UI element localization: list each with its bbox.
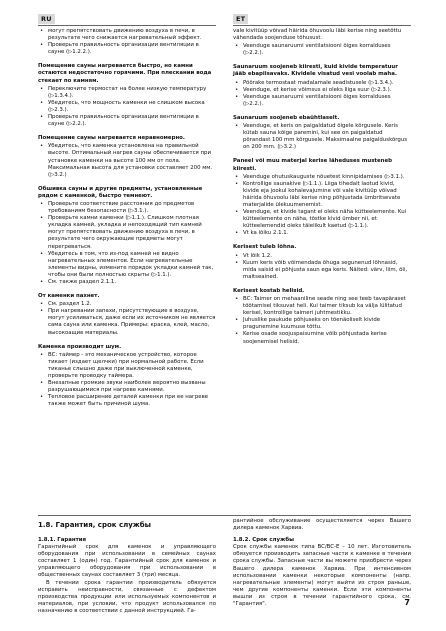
solution-item: • При нагревании запахи, присутствующие в воздухе, могут усиливаться, даже если их источником не является сама сауна или каменка. Примеры: краска, клей, масло, высокоащие материалы. — [38, 308, 216, 336]
block-continuation-text: vale kivitüüp võivad häirida õhuvoolu läbi kerise ning seetõttu vähendada soojenduse tõhusust. — [233, 28, 402, 42]
solution-item: • См. раздел 1.2. — [38, 301, 216, 308]
solution-item: • Проверьте правильность организации вентиляции в сауне (▷1.2.2.). — [38, 42, 216, 56]
problem-heading: Обшивка сауны и другие предметы, установленные рядом с каменкой, быстро темнеют. — [38, 185, 203, 199]
solution-item: • Проверьте камни каменки (▷1.1.). Слишком плотная укладка камней, укладка и непоходящий тип камней могут препятствовать движению воздуха в печи, в результате чего окружающие предметы могут перегреваться. — [38, 215, 216, 250]
troubleshooting-block — [38, 293, 216, 337]
troubleshooting-block — [233, 244, 411, 280]
warranty-continuation: рантийное обслуживание осуществляется через Вашего дилера каменок Харвиа. — [233, 518, 411, 532]
solution-item: • Vt ka lõiku 2.1.1. — [233, 230, 411, 237]
solution-list — [38, 143, 216, 178]
solution-item: • Тепловое расширение деталей каменки при ее нагреве также может быть причиной шума. — [38, 394, 216, 408]
solution-list — [233, 80, 411, 108]
problem-heading: Каменка производит шум. — [38, 343, 122, 350]
solution-item: • Veenduge, et kivide tagant ei oleks näha kütteelemente. Kui kütteelemente on näha, tõstke kivid ümber nii, et kütteelemendid oleks täielikult kaetud (▷1.1.). — [233, 209, 411, 230]
solution-item: • Veenduge saunaruumi ventilatsiooni õiges korralduses (▷2.2.). — [233, 94, 411, 108]
service-life-subtitle: 1.8.2. Срок службы — [233, 537, 294, 544]
solution-item: • Внезапные громкие звуки наиболее вероятно вызваны разрушающимися при нагреве камнями. — [38, 380, 216, 394]
solution-item: • Проверьте правильность организации вентиляции в сауне (▷2.2.). — [38, 114, 216, 128]
solution-item: • Veenduge saunaruumi ventilatsiooni õiges korralduses (▷2.2.). — [233, 43, 411, 57]
warranty-column-right — [233, 518, 411, 608]
troubleshooting-block — [233, 288, 411, 346]
service-life-paragraph: Срок службы каменок типа BC/BC-E – 10 лет. Изготовитель обязуется производить запасные части к каменке в течении срока службы. Запасные части вы можете приобрести через Вашего дилера каменок Харвиа. При интенсивном использовании каменки некоторые компоненты (напр. нагревательные элементы) могут выйти из строя раньше, чем другие компоненты каменки. Если эти компоненты вышли из строя в течении гарантийного срока, см. "Гарантия". — [233, 544, 411, 608]
solution-item: • Убедитесь, что каменка установлена на правильной высоте. Оптимальный нагрев сауны обеспечивается при установке каменки на высоте 100 мм от пола. Максимальная высота для установки составляет 200 мм. (▷3.2.) — [38, 143, 216, 178]
warranty-column-left — [38, 537, 216, 615]
problem-heading: От каменки пахнет. — [38, 293, 100, 300]
solution-item: • BC: Taimer on mehaaniline seade ning see teeb tavapäraset töötamisel tiksuvat heli. Kui taimer tiksub ka välja lülitatud kerisel, kontrollige taimeri juhtmestikku. — [233, 296, 411, 317]
solution-list — [233, 43, 411, 57]
troubleshooting-block — [38, 63, 216, 128]
section-divider — [38, 515, 411, 516]
solution-item: • Veenduge, et keris on paigaldatud õigele kõrgusele. Keris kütab sauna kõige paremini, kui see on paigaldatud põrandast 100 mm kõrgusele. Maksimaalne paigalduskõrgus on 200 mm. (▷3.2.) — [233, 123, 411, 151]
warranty-paragraph: Гарантийный срок для каменок и управляющего оборудования при использовании в семейных саунах составляет 1 (один) год. Гарантийный срок для каменок и управляющего оборудования при использовании в общественных саунах составляет 3 (три) месяца. — [38, 544, 216, 579]
solution-item: • Убедитесь, что мощность каменки не слишком высока (▷2.3.). — [38, 100, 216, 114]
problem-heading: Помещение сауны нагревается неравномерно. — [38, 135, 185, 142]
problem-heading: Помещение сауны нагревается быстро, но камни остаются недостаточно горячими. При плескании вода стекает по камням. — [38, 63, 212, 84]
solution-item: • Pöörake termostaat madalamale seadistusele (▷1.3.4.). — [233, 80, 411, 87]
solution-list — [233, 296, 411, 346]
solution-item: • BC: таймер - это механическое устройство, которое тикает (издает щелчки) при нормальной работе. Если тиканье слышно даже при выключенной каменке, проверьте проводку таймера. — [38, 352, 216, 380]
page-number: 7 — [404, 598, 410, 607]
solution-item: • Kerise osade soojuspaisumine võib põhjustada kerise soojenemisel helisid. — [233, 331, 411, 345]
troubleshooting-block — [233, 115, 411, 151]
solution-item: • Проверьте соответствие расстояния до предметов требованиям безопасности (▷3.1.). — [38, 201, 216, 215]
solution-item: • Veenduge, et kerise võimsus ei oleks liiga suur (▷2.3.). — [233, 87, 411, 94]
problem-heading: Kerisest tuleb lõhna. — [233, 244, 297, 251]
problem-heading: Saunaruum soojeneb kiiresti, kuid kivide temperatuur jääb ebapiisavaks. Kividele visatud vesi voolab maha. — [233, 64, 398, 78]
solution-list — [38, 201, 216, 286]
solution-item: • Kuum keris võib võimendada õhuga segunenud lõhnasid, mida saisid ei põhjusta saun ega keris. Näited: värv, liim, õli, maitseained. — [233, 260, 411, 281]
troubleshooting-block — [233, 28, 411, 57]
warranty-subtitle: 1.8.1. Гарантия — [38, 537, 86, 543]
warranty-paragraph: В течении срока гарантии производитель обязуется исправить неисправности, связанные с дефектом производства продукции или используемых компонентов и материалов, при условии, что продукт использовался по назначению в соответствии с данной инструкцией. Га- — [38, 579, 216, 614]
troubleshooting-block — [233, 64, 411, 108]
solution-item: • См. также раздел 2.1.1. — [38, 279, 216, 286]
problem-heading: Saunaruum soojeneb ebaühtlaselt. — [233, 114, 340, 121]
solution-list — [233, 174, 411, 238]
solution-list — [38, 352, 216, 409]
problem-heading: Kerisest kostab helisid. — [233, 287, 305, 294]
solution-list — [38, 28, 216, 56]
solution-item: • Juhuslike paukude põhjuseks on tõenäoliselt kivide pragunemine kuumuse tõttu. — [233, 317, 411, 331]
language-tab-ru: RU — [38, 14, 55, 24]
solution-list — [233, 253, 411, 281]
problem-heading: Paneel või muu materjal kerise läheduses musteneb kiiresti. — [233, 158, 393, 172]
solution-list — [38, 86, 216, 129]
troubleshooting-block — [38, 28, 216, 56]
solution-list — [38, 301, 216, 336]
troubleshooting-block — [38, 135, 216, 179]
solution-item: • Kontrollige saunakive (▷1.1.). Liiga tihedalt laotud kivid, kivide eja jookul kohalevajumine või vale kivitüüp võivad häirida õhuvoolu läbi kerise ning põhjustada ümbritsevate materjalide ülekuumenemist. — [233, 181, 411, 209]
solution-item: • Veenduge ohutuskauguste nõuetest kinnipidamises (▷3.1.). — [233, 174, 411, 181]
section-title: 1.8. Гарантия, срок службы — [38, 521, 151, 529]
solution-item: • могут препятствовать движению воздуха в печи, в результате чего снижается нагревательный эффект. — [38, 28, 216, 42]
header-divider-left — [38, 25, 216, 26]
language-tab-et: ET — [233, 14, 248, 24]
troubleshooting-block — [233, 158, 411, 237]
solution-item: • Переключите термостат на более низкую температуру (▷1.3.4.). — [38, 86, 216, 100]
solution-item: • Убедитесь в том, что из-под камней не видно нагревательных элементов. Если нагревательные элементы видны, измените порядок укладки камней так, чтобы они были полностью скрыты (▷1.1.). — [38, 251, 216, 279]
solution-item: • Vt lõik 1.2. — [233, 253, 411, 260]
header-divider-right — [233, 25, 411, 26]
troubleshooting-block — [38, 344, 216, 409]
solution-list — [233, 123, 411, 151]
estonian-troubleshooting-column — [233, 28, 411, 353]
troubleshooting-block — [38, 186, 216, 286]
russian-troubleshooting-column — [38, 28, 216, 416]
